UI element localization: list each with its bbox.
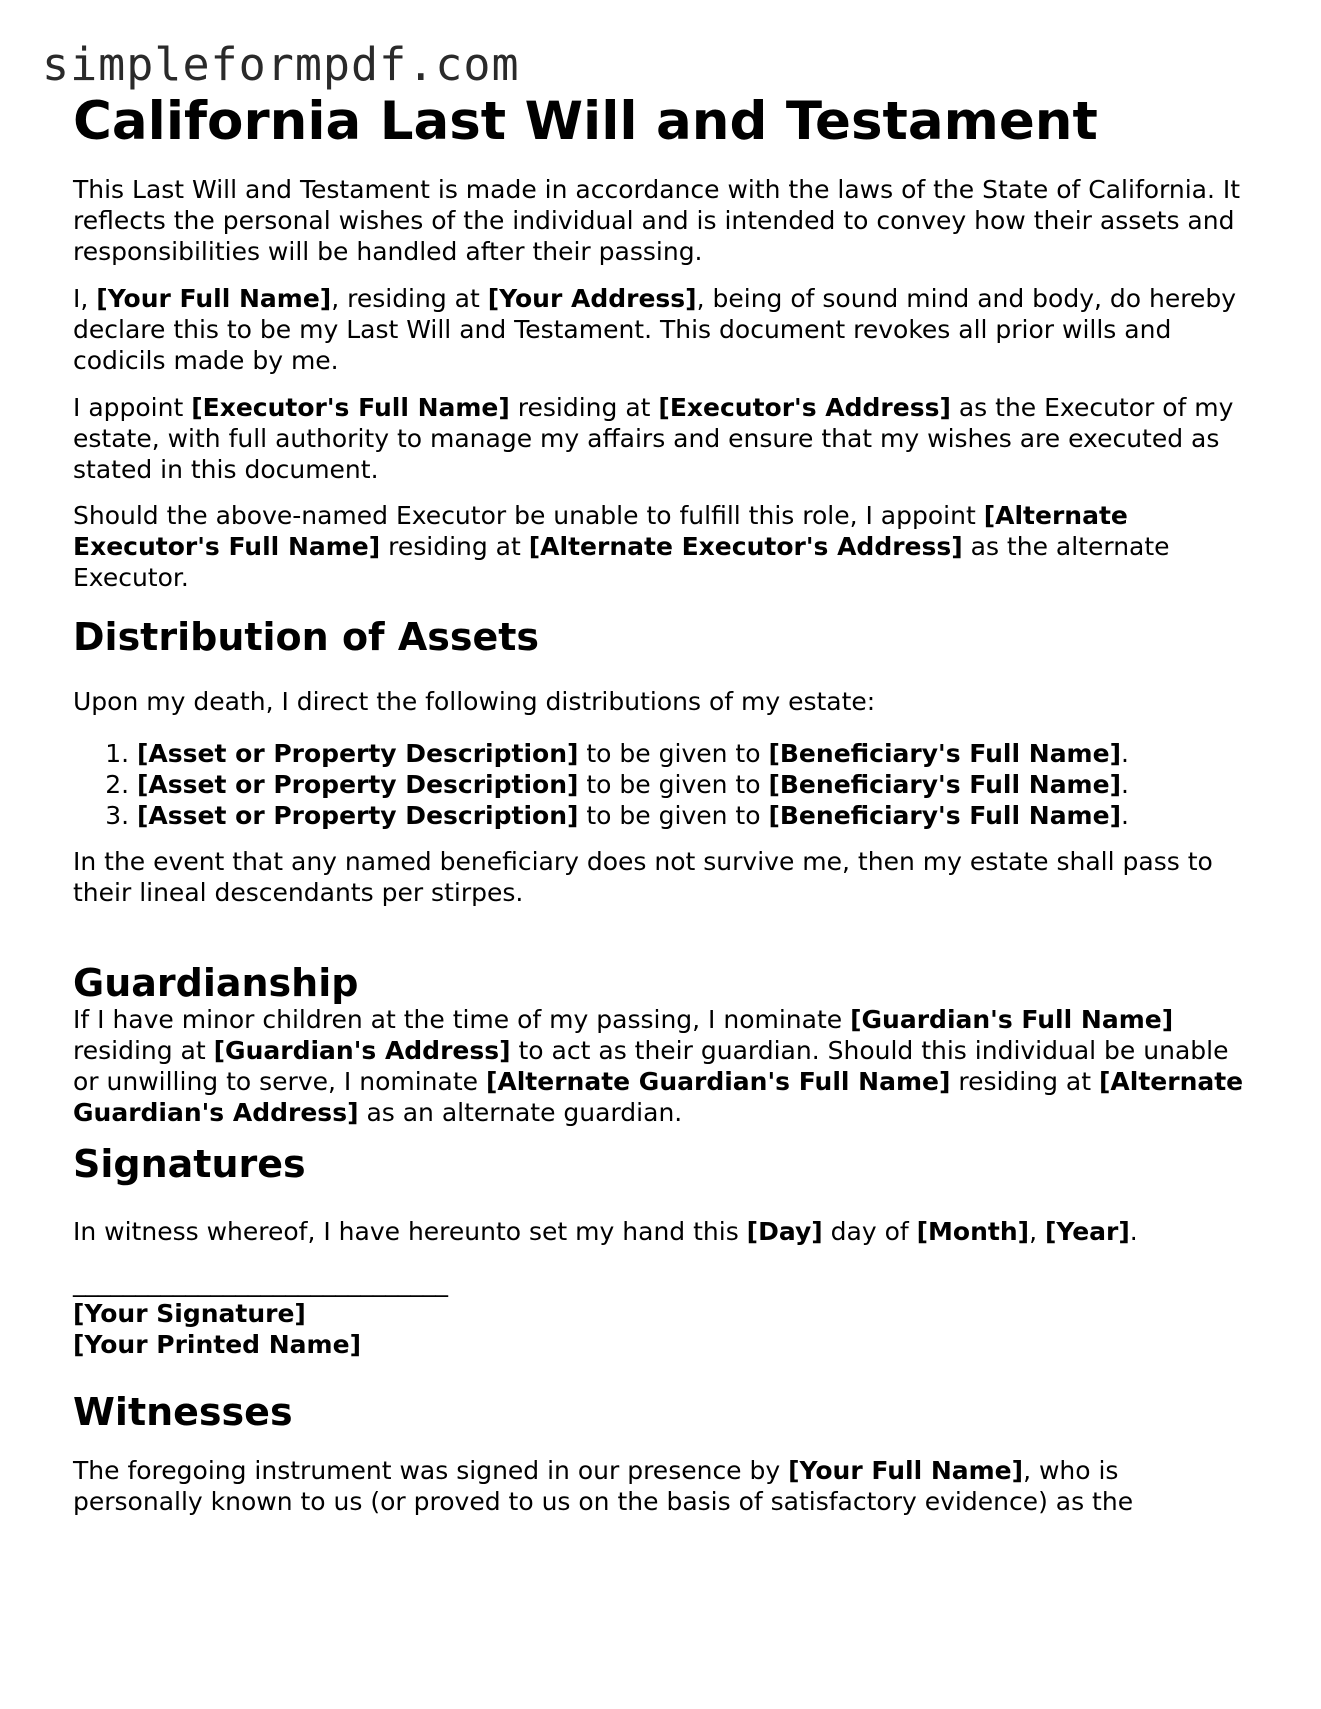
text: , residing at bbox=[331, 284, 488, 313]
text: to be given to bbox=[578, 801, 769, 830]
alternate-guardian-name-placeholder: [Alternate Guardian's Full Name] bbox=[485, 1067, 951, 1096]
executor-address-placeholder: [Executor's Address] bbox=[658, 393, 951, 422]
declaration-paragraph bbox=[73, 283, 1253, 376]
year-placeholder: [Year] bbox=[1044, 1217, 1130, 1246]
list-item bbox=[137, 800, 1317, 831]
witness-whereof-paragraph bbox=[73, 1216, 1253, 1247]
testator-name-placeholder: [Your Full Name] bbox=[96, 284, 332, 313]
distribution-list bbox=[73, 738, 1317, 831]
asset-placeholder: [Asset or Property Description] bbox=[137, 770, 579, 799]
intro-paragraph: This Last Will and Testament is made in accordance with the laws of the State of California. It reflects the personal wishes of the individual and is intended to convey how their assets and responsibilities will be handled after their passing. bbox=[73, 175, 1241, 266]
list-item bbox=[137, 769, 1317, 800]
signature-block bbox=[73, 1267, 1253, 1360]
text: residing at bbox=[380, 532, 529, 561]
text: The foregoing instrument was signed in our presence by bbox=[73, 1456, 789, 1485]
text: . bbox=[1129, 1217, 1138, 1246]
text: to be given to bbox=[578, 739, 769, 768]
asset-placeholder: [Asset or Property Description] bbox=[137, 739, 579, 768]
witnesses-heading: Witnesses bbox=[73, 1390, 293, 1434]
month-placeholder: [Month] bbox=[916, 1217, 1030, 1246]
text: I, bbox=[73, 284, 97, 313]
text: to be given to bbox=[578, 770, 769, 799]
alternate-executor-address-placeholder: [Alternate Executor's Address] bbox=[528, 532, 963, 561]
text: , bbox=[1029, 1217, 1045, 1246]
text: residing at bbox=[509, 393, 659, 422]
executor-paragraph bbox=[73, 392, 1253, 485]
asset-placeholder: [Asset or Property Description] bbox=[137, 801, 579, 830]
distribution-intro: Upon my death, I direct the following distributions of my estate: bbox=[73, 687, 876, 716]
testator-name-placeholder: [Your Full Name] bbox=[788, 1456, 1024, 1485]
text: day of bbox=[822, 1217, 917, 1246]
text: . bbox=[1121, 801, 1129, 830]
distribution-heading: Distribution of Assets bbox=[73, 615, 540, 659]
text: residing at bbox=[950, 1067, 1099, 1096]
guardianship-heading: Guardianship bbox=[73, 961, 359, 1005]
alternate-executor-paragraph bbox=[73, 500, 1253, 593]
text: . bbox=[1121, 739, 1129, 768]
list-item bbox=[137, 738, 1317, 769]
text: In witness whereof, I have hereunto set my hand this bbox=[73, 1217, 747, 1246]
text: If I have minor children at the time of my passing, I nominate bbox=[73, 1005, 851, 1034]
printed-name-placeholder: [Your Printed Name] bbox=[73, 1330, 361, 1359]
text: as the alternate Executor. bbox=[73, 532, 1170, 592]
text: as an alternate guardian. bbox=[358, 1098, 683, 1127]
guardian-name-placeholder: [Guardian's Full Name] bbox=[850, 1005, 1174, 1034]
day-placeholder: [Day] bbox=[746, 1217, 823, 1246]
text: . bbox=[1121, 770, 1129, 799]
alternate-guardian-address-placeholder: [Alternate Guardian's Address] bbox=[73, 1067, 1244, 1127]
beneficiary-placeholder: [Beneficiary's Full Name] bbox=[768, 801, 1121, 830]
beneficiary-placeholder: [Beneficiary's Full Name] bbox=[768, 739, 1121, 768]
guardianship-paragraph bbox=[73, 1004, 1253, 1128]
document-title: California Last Will and Testament bbox=[73, 91, 1098, 152]
site-watermark: simpleformpdf.com bbox=[42, 38, 520, 91]
text: as the Executor of my estate, with full authority to manage my affairs and ensure that my wishes are executed as stated in this document. bbox=[73, 393, 1234, 484]
text: to act as their guardian. Should this individual be unable or unwilling to serve, I nominate bbox=[73, 1036, 1229, 1096]
testator-address-placeholder: [Your Address] bbox=[487, 284, 697, 313]
text: , who is personally known to us (or proved to us on the basis of satisfactory evidence) as the bbox=[73, 1456, 1134, 1516]
text: residing at bbox=[73, 1036, 214, 1065]
signature-line: ______________________________ bbox=[73, 1268, 448, 1297]
text: Should the above-named Executor be unable to fulfill this role, I appoint bbox=[73, 501, 984, 530]
witnesses-paragraph bbox=[73, 1455, 1253, 1517]
text: , being of sound mind and body, do hereby declare this to be my Last Will and Testament. This document revokes all prior wills and codicils made by me. bbox=[73, 284, 1237, 375]
text: I appoint bbox=[73, 393, 192, 422]
distribution-closing: In the event that any named beneficiary does not survive me, then my estate shall pass to their lineal descendants per stirpes. bbox=[73, 847, 1213, 907]
signatures-heading: Signatures bbox=[73, 1142, 306, 1186]
alternate-executor-name-placeholder: [Alternate Executor's Full Name] bbox=[73, 501, 1128, 561]
executor-name-placeholder: [Executor's Full Name] bbox=[191, 393, 510, 422]
beneficiary-placeholder: [Beneficiary's Full Name] bbox=[768, 770, 1121, 799]
signature-placeholder: [Your Signature] bbox=[73, 1299, 306, 1328]
guardian-address-placeholder: [Guardian's Address] bbox=[213, 1036, 511, 1065]
